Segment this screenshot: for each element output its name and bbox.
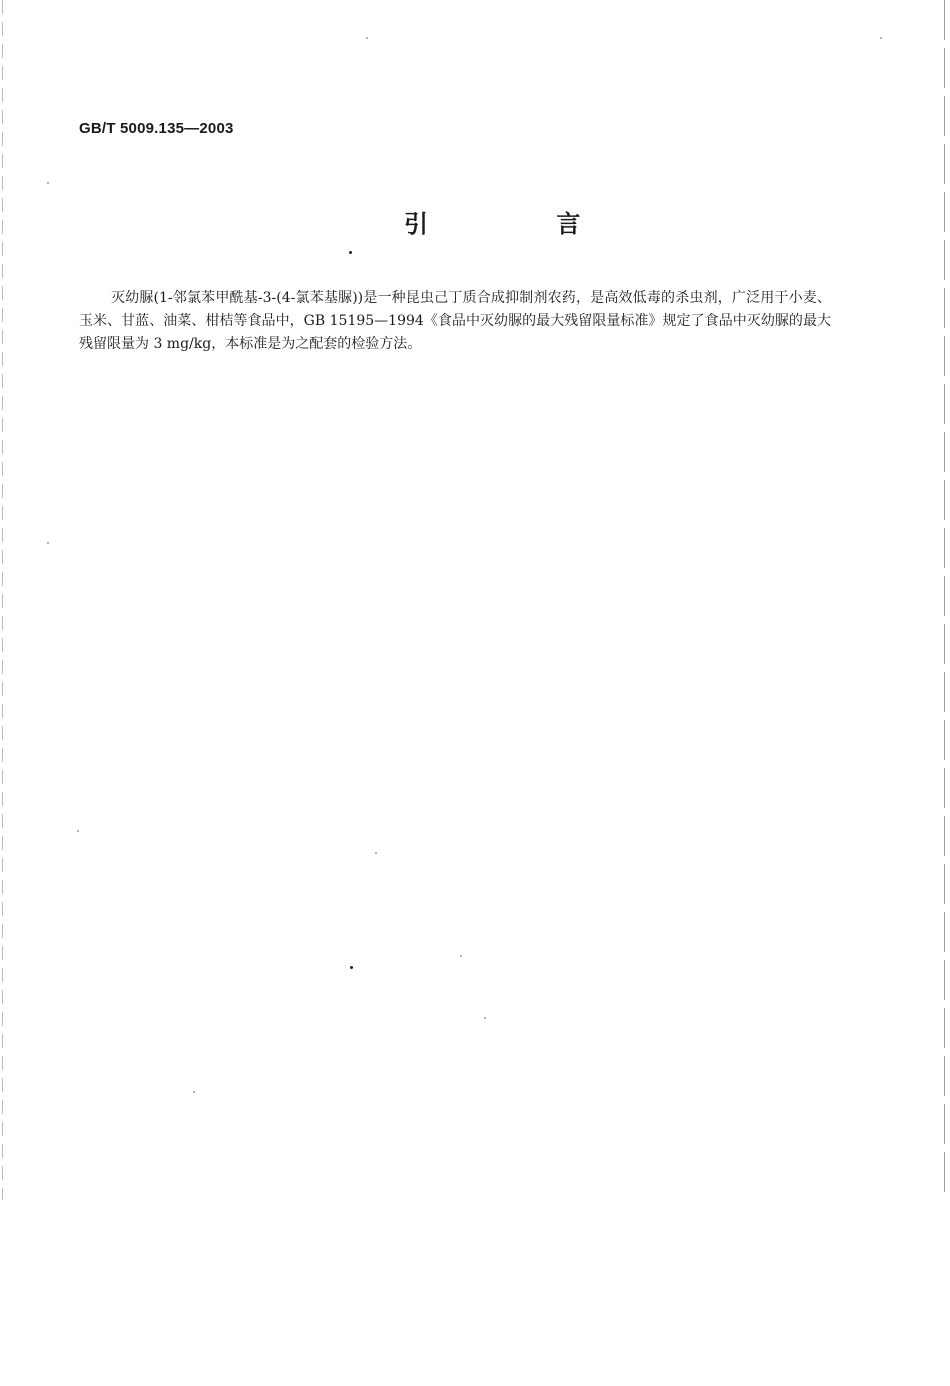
scan-edge-left [2, 0, 3, 1200]
introduction-paragraph: 灭幼脲(1-邻氯苯甲酰基-3-(4-氯苯基脲))是一种昆虫己丁质合成抑制剂农药，是高效低毒的杀虫剂，广泛用于小麦、玉米、甘蓝、油菜、柑桔等食品中，GB 15195—1994《食品中灭幼脲的最大残留限量标准》规定了食品中灭幼脲的最大残留限量为 3 mg/kg，本标准是为之配套的检验方法。 [79, 290, 831, 352]
scan-speck [484, 1017, 486, 1019]
scan-edge-right [944, 0, 945, 1200]
scan-speck [47, 542, 49, 544]
scan-speck [460, 955, 462, 957]
scan-speck [880, 37, 882, 39]
scan-speck [47, 182, 49, 184]
scan-speck [366, 37, 368, 39]
scan-speck [375, 852, 377, 854]
standard-number: GB/T 5009.135—2003 [79, 120, 234, 137]
scan-speck [350, 966, 353, 969]
section-title: 引 言 [404, 210, 641, 238]
scan-speck [349, 251, 352, 254]
scan-speck [193, 1091, 195, 1093]
scan-speck [77, 830, 79, 832]
